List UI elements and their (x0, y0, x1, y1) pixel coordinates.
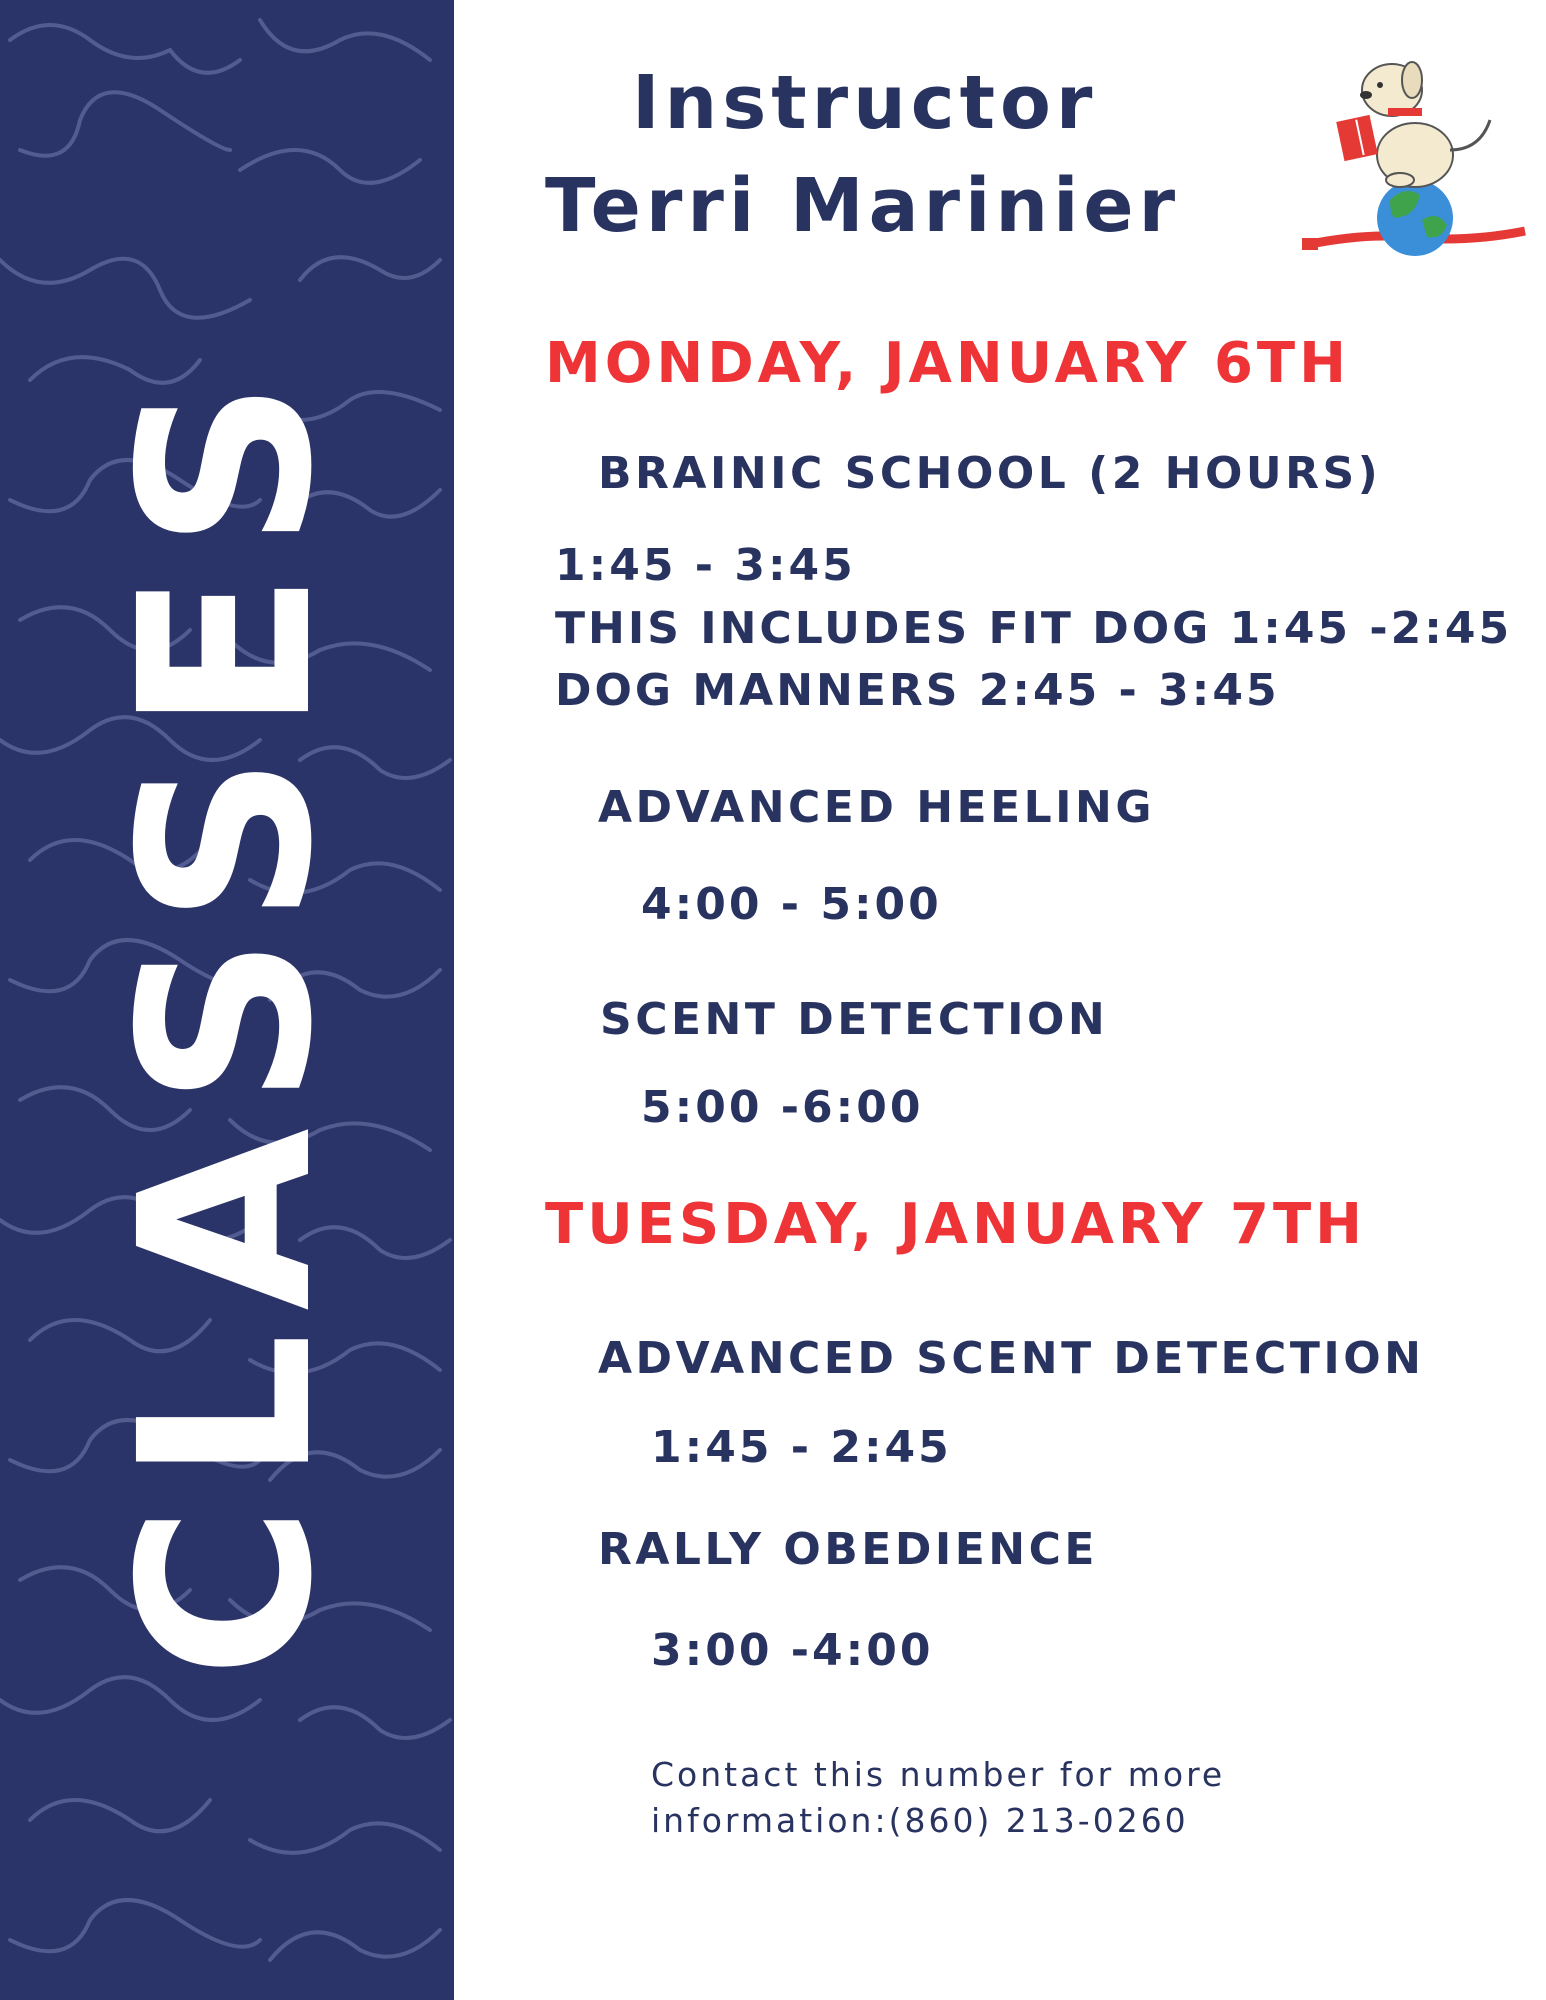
contact-info (651, 1752, 1225, 1844)
rally-obedience-time: 3:00 -4:00 (651, 1625, 934, 1676)
sidebar-panel (0, 0, 454, 2000)
advanced-scent-detection-class-name: ADVANCED SCENT DETECTION (598, 1333, 1425, 1384)
advanced-heeling-time: 4:00 - 5:00 (641, 879, 942, 930)
advanced-scent-detection-time: 1:45 - 2:45 (651, 1422, 952, 1473)
contact-line-2-phone: information:(860) 213-0260 (651, 1801, 1189, 1840)
monday-date-heading: MONDAY, JANUARY 6TH (545, 331, 1350, 396)
tuesday-date-heading: TUESDAY, JANUARY 7TH (545, 1192, 1367, 1257)
dog-reading-on-globe-logo-icon (1300, 40, 1530, 260)
classes-vertical-title: CLASSES (89, 357, 364, 1679)
brainic-school-time: 1:45 - 3:45 (555, 540, 856, 591)
brainic-school-class-name: BRAINIC SCHOOL (2 HOURS) (598, 448, 1382, 499)
rally-obedience-class-name: RALLY OBEDIENCE (598, 1524, 1098, 1575)
brainic-school-fit-dog-line: THIS INCLUDES FIT DOG 1:45 -2:45 (555, 603, 1513, 654)
contact-line-1: Contact this number for more (651, 1755, 1226, 1794)
advanced-heeling-class-name: ADVANCED HEELING (598, 782, 1155, 833)
scent-detection-class-name: SCENT DETECTION (600, 994, 1109, 1045)
brainic-school-dog-manners-line: DOG MANNERS 2:45 - 3:45 (555, 665, 1280, 716)
instructor-label: Instructor (632, 60, 1098, 146)
instructor-name: Terri Marinier (545, 163, 1181, 249)
scent-detection-time: 5:00 -6:00 (641, 1082, 924, 1133)
